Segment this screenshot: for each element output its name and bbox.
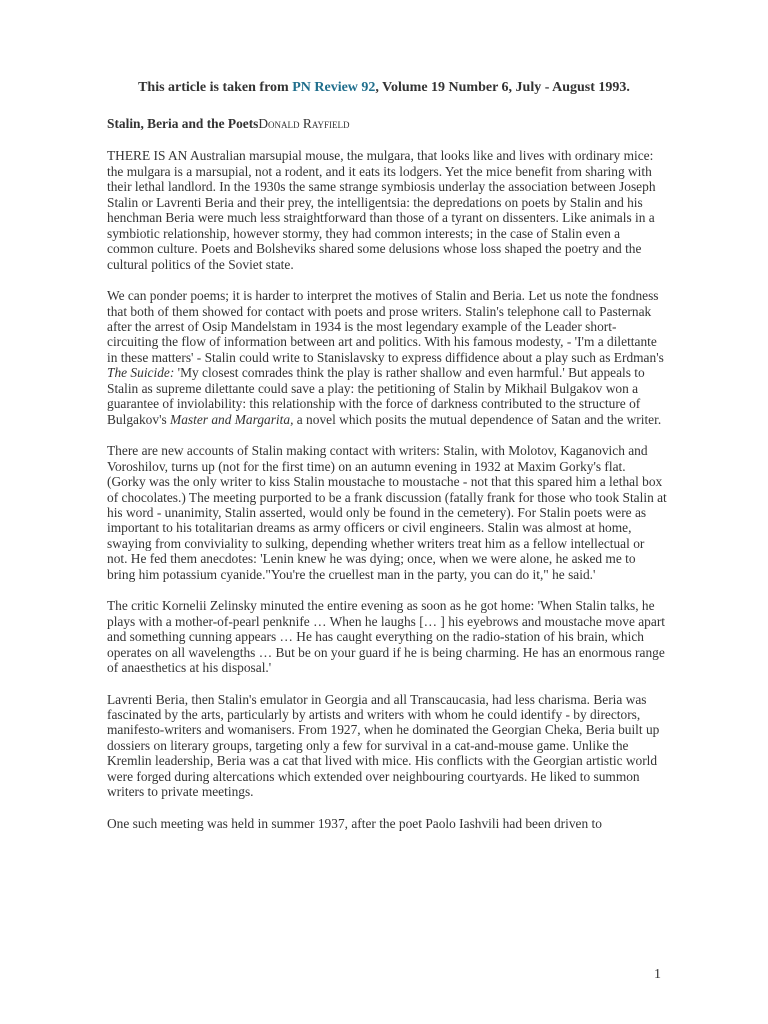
article-heading [107, 116, 667, 131]
source-note-suffix: , Volume 19 Number 6, July - August 1993. [375, 80, 630, 95]
article-title: Stalin, Beria and the Poets [107, 116, 259, 131]
paragraph-2-part-1: We can ponder poems; it is harder to interpret the motives of Stalin and Beria. Let us note the fondness that both of them showed for contact with poets and prose writers. Stalin's telephone call to Pasternak after the arrest of Osip Mandelstam in 1934 is the most legendary example of the Leader short-circuiting the flow of information between art and politics. With his famous modesty, - 'I'm a dilettante in these matters' - Stalin could write to Stanislavsky to express diffidence about a play such as Erdman's [107, 288, 664, 365]
source-note-prefix: This article is taken from [138, 80, 293, 95]
source-note [0, 79, 768, 97]
paragraph-2 [107, 288, 667, 427]
paragraph-6: One such meeting was held in summer 1937, after the poet Paolo Iashvili had been driven to [107, 815, 602, 831]
page-number: 1 [654, 967, 661, 982]
article-author: Donald Rayfield [258, 116, 350, 131]
pn-review-link[interactable]: PN Review 92 [292, 80, 376, 95]
paragraph-1: THERE IS AN Australian marsupial mouse, the mulgara, that looks like and lives with ordinary mice: the mulgara is a marsupial, not a rodent, and it eats its lodgers. Yet the mice benefit from sharing with their lethal landlord. In the 1930s the same strange symbiosis underlay the association between Joseph Stalin or Lavrenti Beria and their prey, the intelligentsia: the depredations on poets by Stalin and his henchman Beria were much less straightforward than those of a tyrant on dissenters. Like animals in a symbiotic relationship, however stormy, they had common interests; in the case of Stalin even a common culture. Poets and Bolsheviks shared some delusions whose loss shaped the poetry and the cultural politics of the Soviet state. [107, 148, 656, 272]
paragraph-2-part-3: a novel which posits the mutual dependence of Satan and the writer. [293, 411, 662, 427]
paragraph-3: There are new accounts of Stalin making contact with writers: Stalin, with Molotov, Kaganovich and Voroshilov, turns up (not for the first time) on an autumn evening in 1932 at Maxim Gorky's flat. (Gorky was the only writer to kiss Stalin moustache to moustache - not that this spared him a lethal box of chocolates.) The meeting purported to be a frank discussion (fatally frank for those who took Stalin at his word - unanimity, Stalin asserted, would only be found in the cemetery). For Stalin poets were as important to his totalitarian dreams as army officers or civil engineers. Stalin was almost at home, swaying from conviviality to sulking, depending whether writers treat him as a fellow intellectual or not. He fed them anecdotes: 'Lenin knew he was dying; once, when we were alone, he asked me to bring him potassium cyanide."You're the cruellest man in the party, you can do it," he said.' [107, 443, 667, 582]
article-body [107, 116, 667, 847]
paragraph-4: The critic Kornelii Zelinsky minuted the entire evening as soon as he got home: 'When Stalin talks, he plays with a mother-of-pearl penknife … When he laughs [… ] his eyebrows and moustache move apart and something cunning appears … He has caught everything on the radio-station of his brain, which operates on all wavelengths … But be on your guard if he is being charming. He has an enormous range of anaesthetics at his disposal.' [107, 598, 665, 676]
novel-title-master-and-margarita: Master and Margarita, [170, 411, 294, 427]
play-title-the-suicide: The Suicide: [107, 365, 175, 381]
paragraph-2-part-2: 'My closest comrades think the play is rather shallow and even harmful.' But appeals to Stalin as supreme dilettante could save a play: the petitioning of Stalin by Mikhail Bulgakov won a guarantee of inviolability: this relationship with the force of darkness contributed to the structure of Bulgakov's [107, 365, 645, 427]
paragraph-5: Lavrenti Beria, then Stalin's emulator in Georgia and all Transcaucasia, had less charisma. Beria was fascinated by the arts, particularly by artists and writers with whom he could identify - by directors, manifesto-writers and womanisers. From 1927, when he dominated the Georgian Cheka, Beria built up dossiers on literary groups, targeting only a few for survival in a cat-and-mouse game. Unlike the Kremlin leadership, Beria was a cat that lived with mice. His conflicts with the Georgian artistic world were forged during altercations which extended over neighbouring courtyards. He liked to summon writers to private meetings. [107, 691, 660, 800]
